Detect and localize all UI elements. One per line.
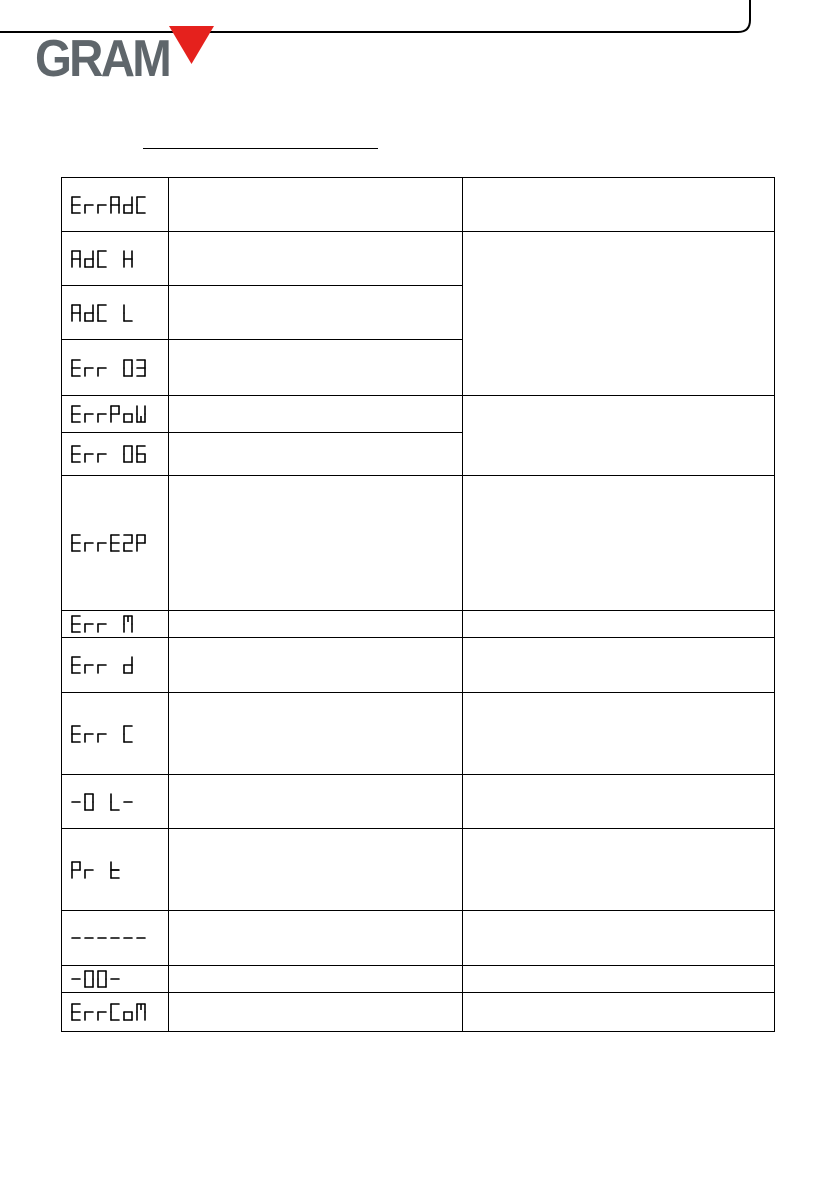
error-code-cell <box>62 340 169 396</box>
error-code-cell <box>62 693 169 775</box>
error-description-cell <box>169 775 463 829</box>
error-description-cell <box>169 340 463 396</box>
display-code <box>70 724 137 744</box>
error-solution-cell <box>463 638 775 693</box>
table-row <box>62 178 775 232</box>
table-row <box>62 638 775 693</box>
table-row <box>62 993 775 1032</box>
error-solution-cell <box>463 611 775 638</box>
display-code <box>70 195 150 215</box>
error-description-cell <box>169 611 463 638</box>
svg-text:GRAM: GRAM <box>35 30 169 82</box>
table-row <box>62 775 775 829</box>
error-description-cell <box>169 911 463 966</box>
section-heading-underline <box>143 148 378 149</box>
error-code-cell <box>62 611 169 638</box>
error-solution-cell <box>463 911 775 966</box>
display-code <box>70 614 137 634</box>
table-row <box>62 693 775 775</box>
error-solution-cell <box>463 232 775 396</box>
display-code <box>70 969 124 989</box>
display-code <box>70 358 150 378</box>
error-code-cell <box>62 829 169 911</box>
error-description-cell <box>169 693 463 775</box>
display-code <box>70 1002 150 1022</box>
display-code <box>70 444 150 464</box>
display-code <box>70 792 137 812</box>
error-description-cell <box>169 433 463 476</box>
error-code-cell <box>62 993 169 1032</box>
error-code-cell <box>62 286 169 340</box>
table-row <box>62 911 775 966</box>
error-description-cell <box>169 178 463 232</box>
display-code <box>70 928 150 948</box>
error-code-cell <box>62 232 169 286</box>
error-code-cell <box>62 966 169 993</box>
error-description-cell <box>169 232 463 286</box>
error-code-cell <box>62 775 169 829</box>
error-solution-cell <box>463 396 775 476</box>
error-description-cell <box>169 966 463 993</box>
error-solution-cell <box>463 829 775 911</box>
gram-logo <box>35 24 217 82</box>
error-solution-cell <box>463 775 775 829</box>
table-row <box>62 232 775 286</box>
error-solution-cell <box>463 476 775 611</box>
display-code <box>70 655 137 675</box>
error-solution-cell <box>463 993 775 1032</box>
display-code <box>70 404 150 424</box>
error-code-cell <box>62 433 169 476</box>
error-description-cell <box>169 993 463 1032</box>
table-row <box>62 966 775 993</box>
error-code-cell <box>62 396 169 433</box>
display-code <box>70 533 150 553</box>
error-description-cell <box>169 476 463 611</box>
error-description-cell <box>169 829 463 911</box>
error-code-cell <box>62 178 169 232</box>
error-description-cell <box>169 396 463 433</box>
error-table <box>61 177 775 1032</box>
error-solution-cell <box>463 693 775 775</box>
table-row <box>62 829 775 911</box>
error-code-cell <box>62 638 169 693</box>
error-solution-cell <box>463 178 775 232</box>
error-description-cell <box>169 286 463 340</box>
display-code <box>70 860 124 880</box>
error-description-cell <box>169 638 463 693</box>
display-code <box>70 303 137 323</box>
table-row <box>62 476 775 611</box>
error-code-cell <box>62 911 169 966</box>
error-solution-cell <box>463 966 775 993</box>
table-row <box>62 396 775 433</box>
table-row <box>62 611 775 638</box>
display-code <box>70 249 137 269</box>
error-code-cell <box>62 476 169 611</box>
